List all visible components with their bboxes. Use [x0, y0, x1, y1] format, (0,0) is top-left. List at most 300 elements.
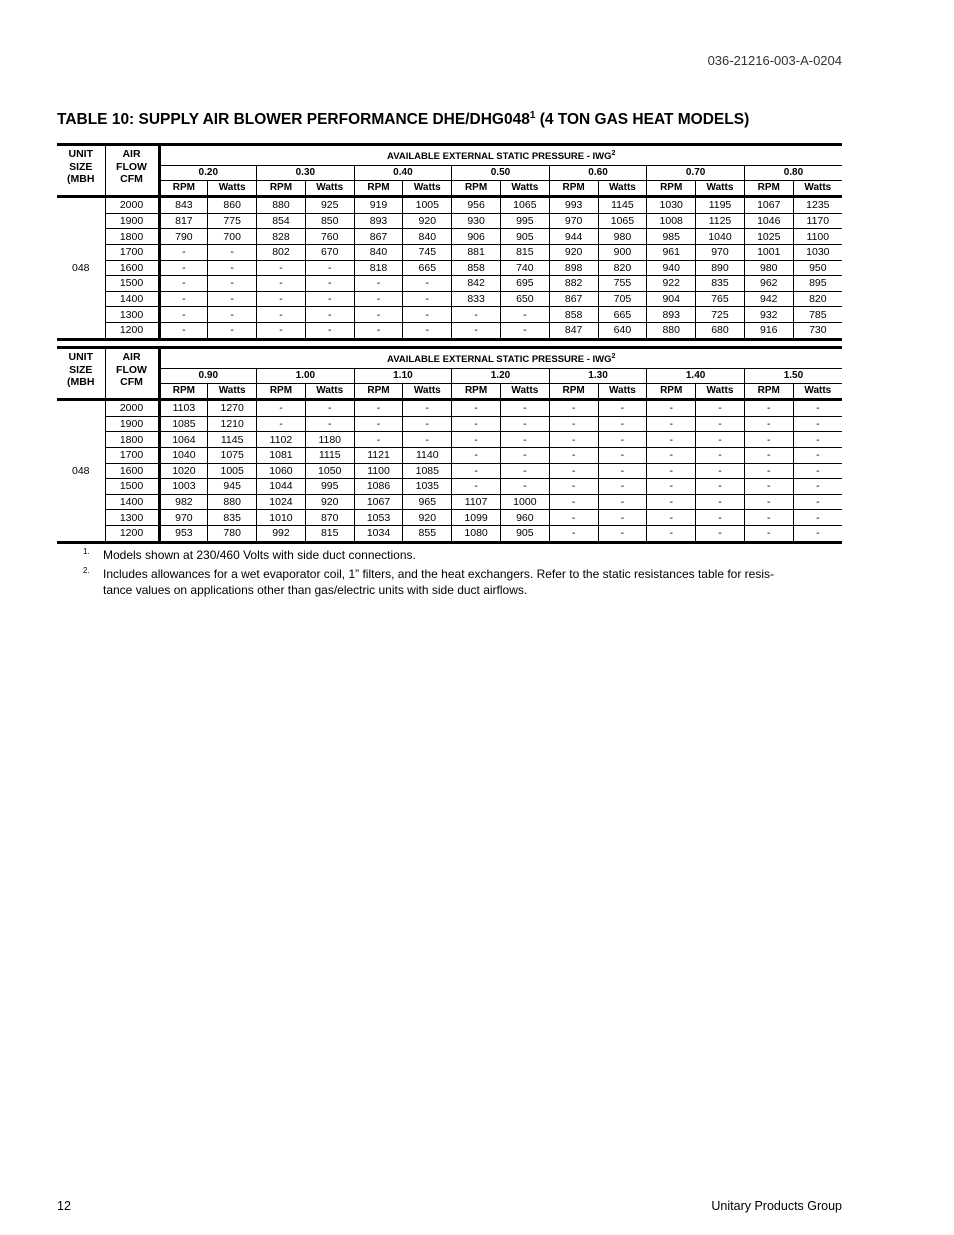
watts-cell: - — [793, 494, 842, 510]
cfm-cell: 2000 — [105, 400, 159, 417]
rpm-cell: 992 — [257, 525, 306, 542]
rpm-column-header: RPM — [452, 384, 501, 400]
rpm-cell: - — [744, 416, 793, 432]
rpm-column-header: RPM — [647, 384, 696, 400]
air-flow-header-line: CFM — [120, 376, 143, 388]
rpm-cell: 842 — [452, 276, 501, 292]
watts-cell: - — [598, 510, 647, 526]
watts-cell: 880 — [208, 494, 257, 510]
rpm-cell: - — [647, 400, 696, 417]
table-row — [57, 322, 842, 339]
rpm-cell: - — [452, 322, 501, 339]
watts-cell: 945 — [208, 479, 257, 495]
table-row — [57, 510, 842, 526]
rpm-cell: - — [354, 322, 403, 339]
rpm-cell: 854 — [257, 213, 306, 229]
watts-cell: 1195 — [696, 197, 745, 214]
rpm-column-header: RPM — [257, 384, 306, 400]
watts-cell: 995 — [500, 213, 549, 229]
rpm-cell: - — [354, 307, 403, 323]
watts-cell: - — [793, 463, 842, 479]
rpm-column-header: RPM — [354, 384, 403, 400]
rpm-cell: 790 — [159, 229, 208, 245]
unit-size-cell: 048 — [71, 464, 90, 477]
rpm-column-header: RPM — [159, 181, 208, 197]
rpm-cell: 1025 — [744, 229, 793, 245]
watts-column-header: Watts — [208, 181, 257, 197]
rpm-cell: 1081 — [257, 447, 306, 463]
rpm-cell: - — [452, 400, 501, 417]
rpm-cell: - — [549, 525, 598, 542]
watts-cell: - — [598, 494, 647, 510]
watts-cell: 920 — [305, 494, 354, 510]
rpm-cell: 1100 — [354, 463, 403, 479]
watts-cell: - — [793, 510, 842, 526]
watts-cell: 1075 — [208, 447, 257, 463]
watts-cell: 950 — [793, 260, 842, 276]
watts-cell: - — [403, 416, 452, 432]
air-flow-header-line: AIR — [122, 351, 141, 363]
watts-cell: - — [696, 463, 745, 479]
rpm-cell: 833 — [452, 291, 501, 307]
air-flow-header — [105, 145, 159, 197]
pressure-column-header: 1.30 — [549, 369, 647, 384]
table-row — [57, 244, 842, 260]
rpm-column-header: RPM — [354, 181, 403, 197]
rpm-cell: - — [354, 432, 403, 448]
cfm-cell: 1200 — [105, 525, 159, 542]
watts-cell: 870 — [305, 510, 354, 526]
cfm-cell: 1400 — [105, 494, 159, 510]
rpm-cell: - — [452, 479, 501, 495]
watts-cell: - — [696, 447, 745, 463]
watts-cell: 780 — [208, 525, 257, 542]
footnote-text: Models shown at 230/460 Volts with side duct connections. — [103, 548, 416, 562]
rpm-cell: 920 — [549, 244, 598, 260]
rpm-cell: - — [159, 322, 208, 339]
rpm-cell: 1024 — [257, 494, 306, 510]
rpm-cell: 962 — [744, 276, 793, 292]
watts-cell: 900 — [598, 244, 647, 260]
rpm-cell: - — [647, 479, 696, 495]
watts-column-header: Watts — [500, 181, 549, 197]
watts-cell: 1210 — [208, 416, 257, 432]
rpm-cell: - — [159, 276, 208, 292]
pressure-column-header: 0.90 — [159, 369, 257, 384]
watts-cell: - — [500, 463, 549, 479]
table-row — [57, 447, 842, 463]
rpm-cell: 1034 — [354, 525, 403, 542]
watts-cell: - — [500, 432, 549, 448]
watts-cell: 1125 — [696, 213, 745, 229]
rpm-cell: - — [744, 463, 793, 479]
watts-column-header: Watts — [598, 384, 647, 400]
footnote-mark: 2. — [83, 566, 90, 575]
watts-cell: 965 — [403, 494, 452, 510]
cfm-cell: 1700 — [105, 447, 159, 463]
watts-cell: 1085 — [403, 463, 452, 479]
watts-cell: - — [696, 416, 745, 432]
pressure-column-header: 1.20 — [452, 369, 550, 384]
watts-cell: 700 — [208, 229, 257, 245]
watts-cell: 1040 — [696, 229, 745, 245]
cfm-cell: 1500 — [105, 276, 159, 292]
table-row — [57, 213, 842, 229]
watts-cell: 855 — [403, 525, 452, 542]
watts-cell: 640 — [598, 322, 647, 339]
document-number: 036-21216-003-A-0204 — [707, 53, 842, 68]
unit-size-header-line: UNIT — [68, 351, 93, 363]
rpm-cell: 1010 — [257, 510, 306, 526]
rpm-cell: 922 — [647, 276, 696, 292]
rpm-cell: - — [257, 307, 306, 323]
footnote-mark: 1. — [83, 547, 90, 556]
watts-column-header: Watts — [793, 384, 842, 400]
rpm-cell: 985 — [647, 229, 696, 245]
table-row — [57, 432, 842, 448]
watts-cell: - — [208, 276, 257, 292]
watts-cell: - — [305, 400, 354, 417]
rpm-cell: 916 — [744, 322, 793, 339]
rpm-cell: - — [647, 525, 696, 542]
rpm-cell: - — [354, 416, 403, 432]
watts-cell: 970 — [696, 244, 745, 260]
rpm-cell: 1103 — [159, 400, 208, 417]
watts-cell: 995 — [305, 479, 354, 495]
watts-cell: 920 — [403, 510, 452, 526]
cfm-cell: 1300 — [105, 510, 159, 526]
watts-cell: - — [305, 416, 354, 432]
watts-cell: 785 — [793, 307, 842, 323]
cfm-cell: 1600 — [105, 463, 159, 479]
watts-cell: - — [208, 244, 257, 260]
watts-cell: - — [208, 260, 257, 276]
table-row — [57, 276, 842, 292]
rpm-cell: 893 — [647, 307, 696, 323]
table-row — [57, 229, 842, 245]
watts-cell: - — [598, 432, 647, 448]
rpm-cell: 880 — [257, 197, 306, 214]
rpm-cell: 1008 — [647, 213, 696, 229]
rpm-cell: - — [549, 447, 598, 463]
watts-cell: 815 — [305, 525, 354, 542]
rpm-cell: 956 — [452, 197, 501, 214]
rpm-cell: 1003 — [159, 479, 208, 495]
rpm-cell: 1001 — [744, 244, 793, 260]
rpm-cell: - — [159, 260, 208, 276]
table-row — [57, 307, 842, 323]
air-flow-header-line: CFM — [120, 173, 143, 185]
unit-size-header-line: SIZE — [69, 160, 93, 173]
rpm-cell: 1030 — [647, 197, 696, 214]
watts-cell: - — [403, 432, 452, 448]
rpm-cell: - — [744, 447, 793, 463]
rpm-cell: 1086 — [354, 479, 403, 495]
watts-cell: - — [696, 525, 745, 542]
rpm-cell: 980 — [744, 260, 793, 276]
rpm-cell: - — [257, 260, 306, 276]
rpm-cell: 919 — [354, 197, 403, 214]
watts-column-header: Watts — [305, 384, 354, 400]
pressure-column-header: 0.30 — [257, 166, 355, 181]
pressure-column-header: 1.50 — [744, 369, 842, 384]
rpm-cell: - — [452, 307, 501, 323]
table-row — [57, 479, 842, 495]
rpm-cell: - — [647, 432, 696, 448]
rpm-cell: - — [452, 416, 501, 432]
watts-column-header: Watts — [403, 384, 452, 400]
rpm-cell: 961 — [647, 244, 696, 260]
static-pressure-footnote-ref: 2 — [611, 150, 616, 157]
rpm-cell: - — [549, 494, 598, 510]
rpm-cell: 1099 — [452, 510, 501, 526]
cfm-cell: 1400 — [105, 291, 159, 307]
rpm-cell: - — [647, 463, 696, 479]
table-row — [57, 525, 842, 542]
unit-size-header-line: UNIT — [68, 148, 93, 160]
rpm-cell: - — [257, 276, 306, 292]
watts-cell: 745 — [403, 244, 452, 260]
watts-cell: 1050 — [305, 463, 354, 479]
rpm-cell: 1080 — [452, 525, 501, 542]
watts-cell: - — [305, 276, 354, 292]
rpm-cell: - — [744, 400, 793, 417]
rpm-cell: 944 — [549, 229, 598, 245]
cfm-cell: 1800 — [105, 229, 159, 245]
pressure-column-header: 0.40 — [354, 166, 452, 181]
watts-cell: 760 — [305, 229, 354, 245]
rpm-cell: - — [354, 400, 403, 417]
watts-cell: - — [598, 447, 647, 463]
watts-cell: 1035 — [403, 479, 452, 495]
static-pressure-header — [159, 348, 842, 369]
watts-cell: 1005 — [208, 463, 257, 479]
rpm-cell: 1121 — [354, 447, 403, 463]
watts-cell: - — [208, 291, 257, 307]
rpm-cell: - — [744, 432, 793, 448]
watts-cell: - — [500, 416, 549, 432]
watts-cell: 835 — [696, 276, 745, 292]
rpm-cell: 1046 — [744, 213, 793, 229]
rpm-cell: 1060 — [257, 463, 306, 479]
rpm-column-header: RPM — [159, 384, 208, 400]
cfm-cell: 2000 — [105, 197, 159, 214]
rpm-cell: - — [549, 400, 598, 417]
air-flow-header-line: FLOW — [116, 363, 147, 376]
watts-cell: - — [208, 307, 257, 323]
watts-cell: 860 — [208, 197, 257, 214]
pressure-column-header: 0.80 — [744, 166, 842, 181]
watts-cell: 960 — [500, 510, 549, 526]
rpm-column-header: RPM — [647, 181, 696, 197]
blower-performance-table-high — [57, 346, 842, 544]
rpm-cell: 893 — [354, 213, 403, 229]
cfm-cell: 1800 — [105, 432, 159, 448]
cfm-cell: 1500 — [105, 479, 159, 495]
table-title — [57, 110, 749, 129]
watts-cell: - — [793, 416, 842, 432]
watts-cell: - — [500, 307, 549, 323]
unit-size-header — [57, 348, 105, 400]
rpm-cell: 1067 — [744, 197, 793, 214]
footnote-1 — [83, 547, 803, 563]
watts-cell: 1145 — [208, 432, 257, 448]
watts-cell: 1065 — [598, 213, 647, 229]
air-flow-header-line: AIR — [122, 148, 141, 160]
watts-cell: - — [793, 432, 842, 448]
rpm-cell: 843 — [159, 197, 208, 214]
rpm-cell: - — [647, 510, 696, 526]
watts-cell: 680 — [696, 322, 745, 339]
rpm-cell: 930 — [452, 213, 501, 229]
watts-cell: - — [598, 479, 647, 495]
table-row — [57, 260, 842, 276]
watts-cell: 905 — [500, 525, 549, 542]
unit-size-header-line: (MBH — [67, 173, 95, 185]
watts-cell: - — [500, 447, 549, 463]
rpm-cell: - — [549, 463, 598, 479]
rpm-cell: - — [452, 463, 501, 479]
watts-cell: 840 — [403, 229, 452, 245]
rpm-cell: - — [744, 525, 793, 542]
table-row — [57, 494, 842, 510]
rpm-cell: 882 — [549, 276, 598, 292]
rpm-cell: 982 — [159, 494, 208, 510]
unit-size-cell: 048 — [71, 261, 90, 274]
watts-cell: - — [598, 416, 647, 432]
rpm-cell: - — [257, 291, 306, 307]
static-pressure-header-label: AVAILABLE EXTERNAL STATIC PRESSURE - IWG — [387, 151, 612, 163]
rpm-cell: 953 — [159, 525, 208, 542]
watts-cell: 1115 — [305, 447, 354, 463]
rpm-cell: - — [549, 432, 598, 448]
rpm-cell: - — [354, 276, 403, 292]
rpm-cell: 904 — [647, 291, 696, 307]
watts-cell: 1170 — [793, 213, 842, 229]
static-pressure-header-label: AVAILABLE EXTERNAL STATIC PRESSURE - IWG — [387, 354, 612, 366]
rpm-cell: 867 — [549, 291, 598, 307]
rpm-cell: - — [452, 432, 501, 448]
rpm-cell: 1020 — [159, 463, 208, 479]
rpm-column-header: RPM — [549, 384, 598, 400]
watts-cell: - — [793, 400, 842, 417]
pressure-column-header: 1.00 — [257, 369, 355, 384]
watts-cell: - — [500, 400, 549, 417]
rpm-cell: 932 — [744, 307, 793, 323]
rpm-cell: - — [257, 416, 306, 432]
rpm-cell: 970 — [549, 213, 598, 229]
table-row — [57, 400, 842, 417]
rpm-column-header: RPM — [744, 384, 793, 400]
cfm-cell: 1600 — [105, 260, 159, 276]
watts-cell: 740 — [500, 260, 549, 276]
watts-cell: - — [305, 291, 354, 307]
rpm-cell: 858 — [452, 260, 501, 276]
watts-cell: - — [305, 260, 354, 276]
air-flow-header — [105, 348, 159, 400]
rpm-cell: 1085 — [159, 416, 208, 432]
watts-cell: 920 — [403, 213, 452, 229]
rpm-cell: 817 — [159, 213, 208, 229]
watts-cell: - — [696, 510, 745, 526]
watts-cell: - — [696, 400, 745, 417]
cfm-cell: 1900 — [105, 416, 159, 432]
watts-cell: 1180 — [305, 432, 354, 448]
rpm-cell: - — [549, 416, 598, 432]
watts-cell: 925 — [305, 197, 354, 214]
air-flow-header-line: FLOW — [116, 160, 147, 173]
static-pressure-footnote-ref: 2 — [611, 353, 616, 360]
watts-cell: 695 — [500, 276, 549, 292]
watts-cell: - — [598, 400, 647, 417]
watts-cell: - — [208, 322, 257, 339]
rpm-cell: 906 — [452, 229, 501, 245]
watts-cell: 980 — [598, 229, 647, 245]
rpm-cell: - — [159, 291, 208, 307]
pressure-column-header: 0.50 — [452, 166, 550, 181]
watts-cell: - — [793, 447, 842, 463]
watts-cell: 705 — [598, 291, 647, 307]
rpm-cell: 881 — [452, 244, 501, 260]
rpm-cell: - — [159, 244, 208, 260]
pressure-column-header: 0.20 — [159, 166, 257, 181]
rpm-cell: 993 — [549, 197, 598, 214]
watts-cell: - — [696, 494, 745, 510]
watts-cell: 820 — [793, 291, 842, 307]
unit-size-header — [57, 145, 105, 197]
watts-cell: 1270 — [208, 400, 257, 417]
footer-company: Unitary Products Group — [711, 1199, 842, 1213]
pressure-column-header: 0.70 — [647, 166, 745, 181]
watts-column-header: Watts — [403, 181, 452, 197]
watts-cell: 1000 — [500, 494, 549, 510]
watts-column-header: Watts — [696, 384, 745, 400]
watts-cell: 835 — [208, 510, 257, 526]
watts-cell: 905 — [500, 229, 549, 245]
rpm-column-header: RPM — [257, 181, 306, 197]
rpm-cell: 898 — [549, 260, 598, 276]
rpm-cell: 847 — [549, 322, 598, 339]
table-row — [57, 416, 842, 432]
rpm-column-header: RPM — [549, 181, 598, 197]
rpm-cell: 818 — [354, 260, 403, 276]
rpm-cell: 942 — [744, 291, 793, 307]
rpm-cell: 1067 — [354, 494, 403, 510]
table-row — [57, 291, 842, 307]
rpm-cell: - — [452, 447, 501, 463]
rpm-cell: 840 — [354, 244, 403, 260]
watts-cell: - — [696, 432, 745, 448]
rpm-cell: 802 — [257, 244, 306, 260]
blower-performance-table-low — [57, 143, 842, 341]
rpm-cell: - — [647, 447, 696, 463]
cfm-cell: 1200 — [105, 322, 159, 339]
watts-cell: 1100 — [793, 229, 842, 245]
table-title-main: TABLE 10: SUPPLY AIR BLOWER PERFORMANCE DHE/DHG048 — [57, 111, 530, 129]
watts-column-header: Watts — [793, 181, 842, 197]
watts-cell: 755 — [598, 276, 647, 292]
rpm-cell: 828 — [257, 229, 306, 245]
watts-cell: - — [598, 525, 647, 542]
watts-cell: 895 — [793, 276, 842, 292]
watts-cell: 1005 — [403, 197, 452, 214]
footnote-text: Includes allowances for a wet evaporator coil, 1” filters, and the heat exchangers. Refer to the static resistances table for resis- tance values on applications other than gas/electric units with side duct airflows. — [103, 567, 774, 597]
watts-cell: - — [403, 291, 452, 307]
rpm-cell: - — [744, 494, 793, 510]
rpm-cell: - — [159, 307, 208, 323]
watts-cell: - — [403, 322, 452, 339]
watts-column-header: Watts — [598, 181, 647, 197]
